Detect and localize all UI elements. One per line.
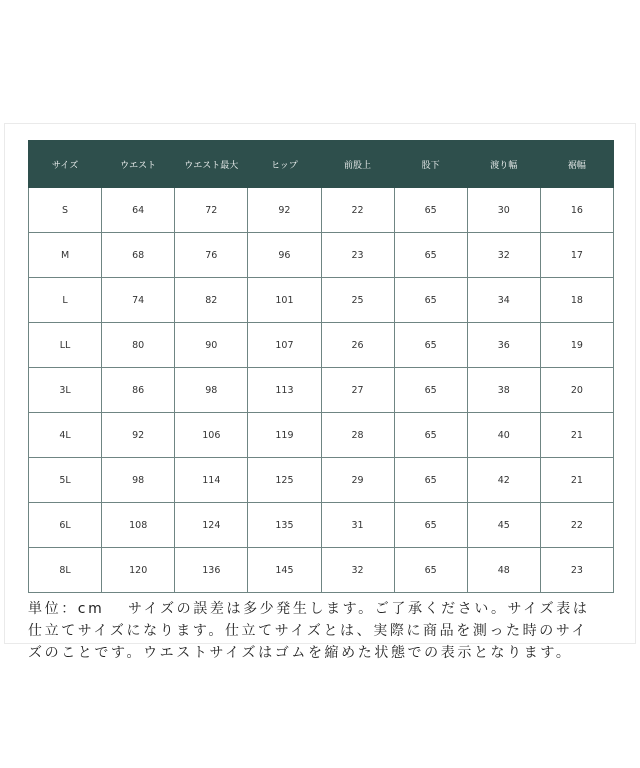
table-cell: 114 — [175, 458, 248, 503]
table-cell: 36 — [467, 323, 540, 368]
table-cell: 42 — [467, 458, 540, 503]
size-chart-panel — [4, 123, 636, 661]
table-row — [29, 368, 614, 413]
size-note-line: 単位：cm サイズの誤差は多少発生します。ご了承ください。サイズ表は — [28, 601, 590, 617]
table-cell: 90 — [175, 323, 248, 368]
table-cell: 135 — [248, 503, 321, 548]
table-cell: 45 — [467, 503, 540, 548]
table-cell: 136 — [175, 548, 248, 593]
table-cell: 34 — [467, 278, 540, 323]
table-cell: 113 — [248, 368, 321, 413]
table-cell: 40 — [467, 413, 540, 458]
table-row — [29, 323, 614, 368]
table-cell: 145 — [248, 548, 321, 593]
table-cell: 96 — [248, 233, 321, 278]
table-cell: 65 — [394, 413, 467, 458]
table-cell: 32 — [467, 233, 540, 278]
table-cell: 64 — [102, 188, 175, 233]
header-hip: ヒップ — [248, 141, 321, 188]
header-thigh-width: 渡り幅 — [467, 141, 540, 188]
table-cell: 25 — [321, 278, 394, 323]
table-cell: 119 — [248, 413, 321, 458]
table-cell: 86 — [102, 368, 175, 413]
table-cell: 8L — [29, 548, 102, 593]
header-waist: ウエスト — [102, 141, 175, 188]
table-cell: S — [29, 188, 102, 233]
table-cell: 18 — [540, 278, 613, 323]
table-cell: M — [29, 233, 102, 278]
table-cell: 65 — [394, 458, 467, 503]
table-cell: 29 — [321, 458, 394, 503]
table-cell: 98 — [102, 458, 175, 503]
header-size: サイズ — [29, 141, 102, 188]
table-cell: 65 — [394, 278, 467, 323]
table-cell: 20 — [540, 368, 613, 413]
header-front-rise: 前股上 — [321, 141, 394, 188]
table-row — [29, 278, 614, 323]
table-cell: 72 — [175, 188, 248, 233]
table-cell: 65 — [394, 233, 467, 278]
table-cell: 107 — [248, 323, 321, 368]
table-header-row — [29, 141, 614, 188]
table-cell: L — [29, 278, 102, 323]
table-cell: 65 — [394, 368, 467, 413]
size-note-line: 仕立てサイズになります。仕立てサイズとは、実際に商品を測った時のサイ — [28, 623, 589, 639]
table-cell: 98 — [175, 368, 248, 413]
table-row — [29, 413, 614, 458]
table-row — [29, 188, 614, 233]
table-cell: 92 — [248, 188, 321, 233]
table-cell: 4L — [29, 413, 102, 458]
table-cell: 101 — [248, 278, 321, 323]
table-cell: LL — [29, 323, 102, 368]
table-cell: 80 — [102, 323, 175, 368]
table-cell: 23 — [321, 233, 394, 278]
table-cell: 65 — [394, 188, 467, 233]
table-cell: 65 — [394, 548, 467, 593]
table-cell: 3L — [29, 368, 102, 413]
table-cell: 76 — [175, 233, 248, 278]
table-cell: 22 — [540, 503, 613, 548]
table-cell: 48 — [467, 548, 540, 593]
size-note-line: ズのことです。ウエストサイズはゴムを縮めた状態での表示となります。 — [28, 645, 573, 661]
table-cell: 82 — [175, 278, 248, 323]
table-cell: 5L — [29, 458, 102, 503]
table-cell: 74 — [102, 278, 175, 323]
header-inseam: 股下 — [394, 141, 467, 188]
table-cell: 21 — [540, 413, 613, 458]
table-row — [29, 458, 614, 503]
size-note — [28, 598, 618, 664]
table-cell: 125 — [248, 458, 321, 503]
table-cell: 17 — [540, 233, 613, 278]
table-cell: 22 — [321, 188, 394, 233]
table-cell: 21 — [540, 458, 613, 503]
table-cell: 6L — [29, 503, 102, 548]
table-cell: 92 — [102, 413, 175, 458]
table-cell: 27 — [321, 368, 394, 413]
size-table — [28, 140, 614, 593]
table-cell: 106 — [175, 413, 248, 458]
table-cell: 26 — [321, 323, 394, 368]
table-cell: 120 — [102, 548, 175, 593]
table-cell: 68 — [102, 233, 175, 278]
table-cell: 23 — [540, 548, 613, 593]
table-cell: 65 — [394, 503, 467, 548]
table-row — [29, 233, 614, 278]
table-cell: 124 — [175, 503, 248, 548]
table-row — [29, 503, 614, 548]
table-cell: 19 — [540, 323, 613, 368]
table-cell: 28 — [321, 413, 394, 458]
table-cell: 108 — [102, 503, 175, 548]
table-cell: 65 — [394, 323, 467, 368]
table-cell: 31 — [321, 503, 394, 548]
table-row — [29, 548, 614, 593]
table-cell: 30 — [467, 188, 540, 233]
header-hem-width: 裾幅 — [540, 141, 613, 188]
header-waist-max: ウエスト最大 — [175, 141, 248, 188]
table-cell: 16 — [540, 188, 613, 233]
table-cell: 32 — [321, 548, 394, 593]
table-cell: 38 — [467, 368, 540, 413]
